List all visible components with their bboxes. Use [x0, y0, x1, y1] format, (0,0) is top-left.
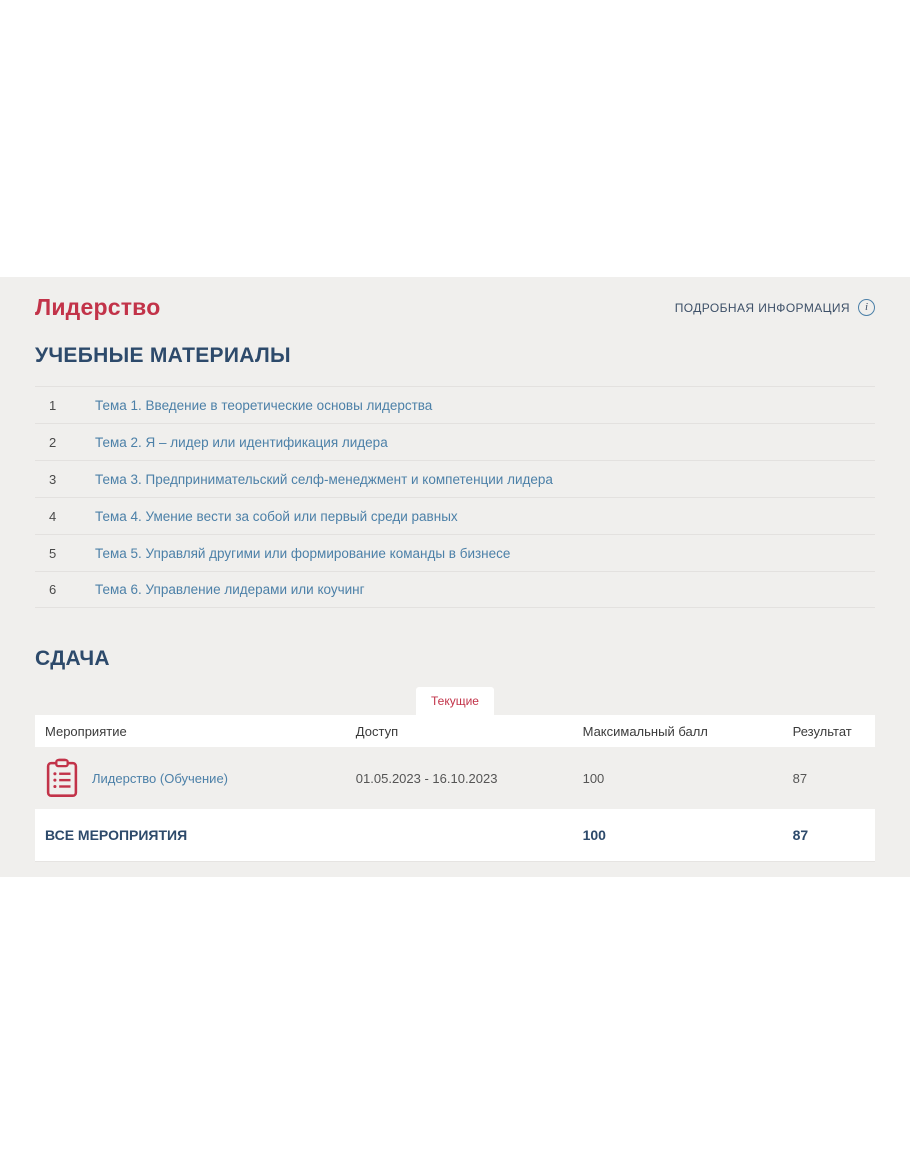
column-header-result: Результат — [792, 723, 852, 739]
panel-header — [35, 277, 875, 321]
total-result: 87 — [792, 826, 809, 843]
column-header-max-score: Максимальный балл — [582, 723, 708, 739]
item-number: 5 — [49, 545, 57, 561]
table-header-row — [35, 715, 875, 747]
materials-list — [35, 386, 875, 608]
topic-link[interactable]: Тема 4. Умение вести за собой или первый среди равных — [95, 508, 458, 524]
item-number: 2 — [49, 434, 57, 450]
info-icon[interactable]: i — [858, 299, 875, 316]
item-number: 3 — [49, 471, 57, 487]
total-label: ВСЕ МЕРОПРИЯТИЯ — [45, 826, 188, 843]
tab-current[interactable]: Текущие — [416, 687, 494, 715]
event-link[interactable]: Лидерство (Обучение) — [92, 770, 228, 786]
list-item[interactable] — [35, 423, 875, 460]
column-header-access: Доступ — [355, 723, 399, 739]
clipboard-checklist-icon — [45, 758, 79, 798]
column-header-event: Мероприятие — [45, 723, 127, 739]
list-item[interactable] — [35, 497, 875, 534]
topic-link[interactable]: Тема 1. Введение в теоретические основы лидерства — [95, 397, 433, 413]
materials-heading: УЧЕБНЫЕ МАТЕРИАЛЫ — [35, 344, 291, 367]
detailed-info-label: ПОДРОБНАЯ ИНФОРМАЦИЯ — [674, 300, 850, 315]
table-row — [35, 747, 875, 809]
topic-link[interactable]: Тема 2. Я – лидер или идентификация лидера — [95, 434, 388, 450]
table-total-row — [35, 809, 875, 861]
course-panel — [0, 277, 910, 877]
topic-link[interactable]: Тема 6. Управление лидерами или коучинг — [95, 582, 365, 597]
item-number: 4 — [49, 508, 57, 524]
topic-link[interactable]: Тема 3. Предпринимательский селф-менеджмент и компетенции лидера — [95, 471, 553, 487]
topic-link[interactable]: Тема 5. Управляй другими или формирование команды в бизнесе — [95, 545, 511, 561]
total-max-score: 100 — [582, 826, 606, 843]
item-number: 1 — [49, 397, 57, 413]
result-value: 87 — [792, 770, 808, 786]
item-number: 6 — [49, 582, 57, 597]
list-item[interactable] — [35, 534, 875, 571]
submission-tabs — [35, 687, 875, 715]
detailed-info-button[interactable] — [675, 299, 875, 316]
list-item[interactable] — [35, 460, 875, 497]
list-item[interactable] — [35, 571, 875, 608]
page-title: Лидерство — [35, 294, 161, 320]
submission-table — [35, 715, 875, 862]
access-dates: 01.05.2023 - 16.10.2023 — [355, 770, 498, 786]
list-item[interactable] — [35, 386, 875, 423]
submission-heading: СДАЧА — [35, 647, 110, 670]
event-cell — [45, 758, 342, 798]
max-score-value: 100 — [582, 770, 605, 786]
